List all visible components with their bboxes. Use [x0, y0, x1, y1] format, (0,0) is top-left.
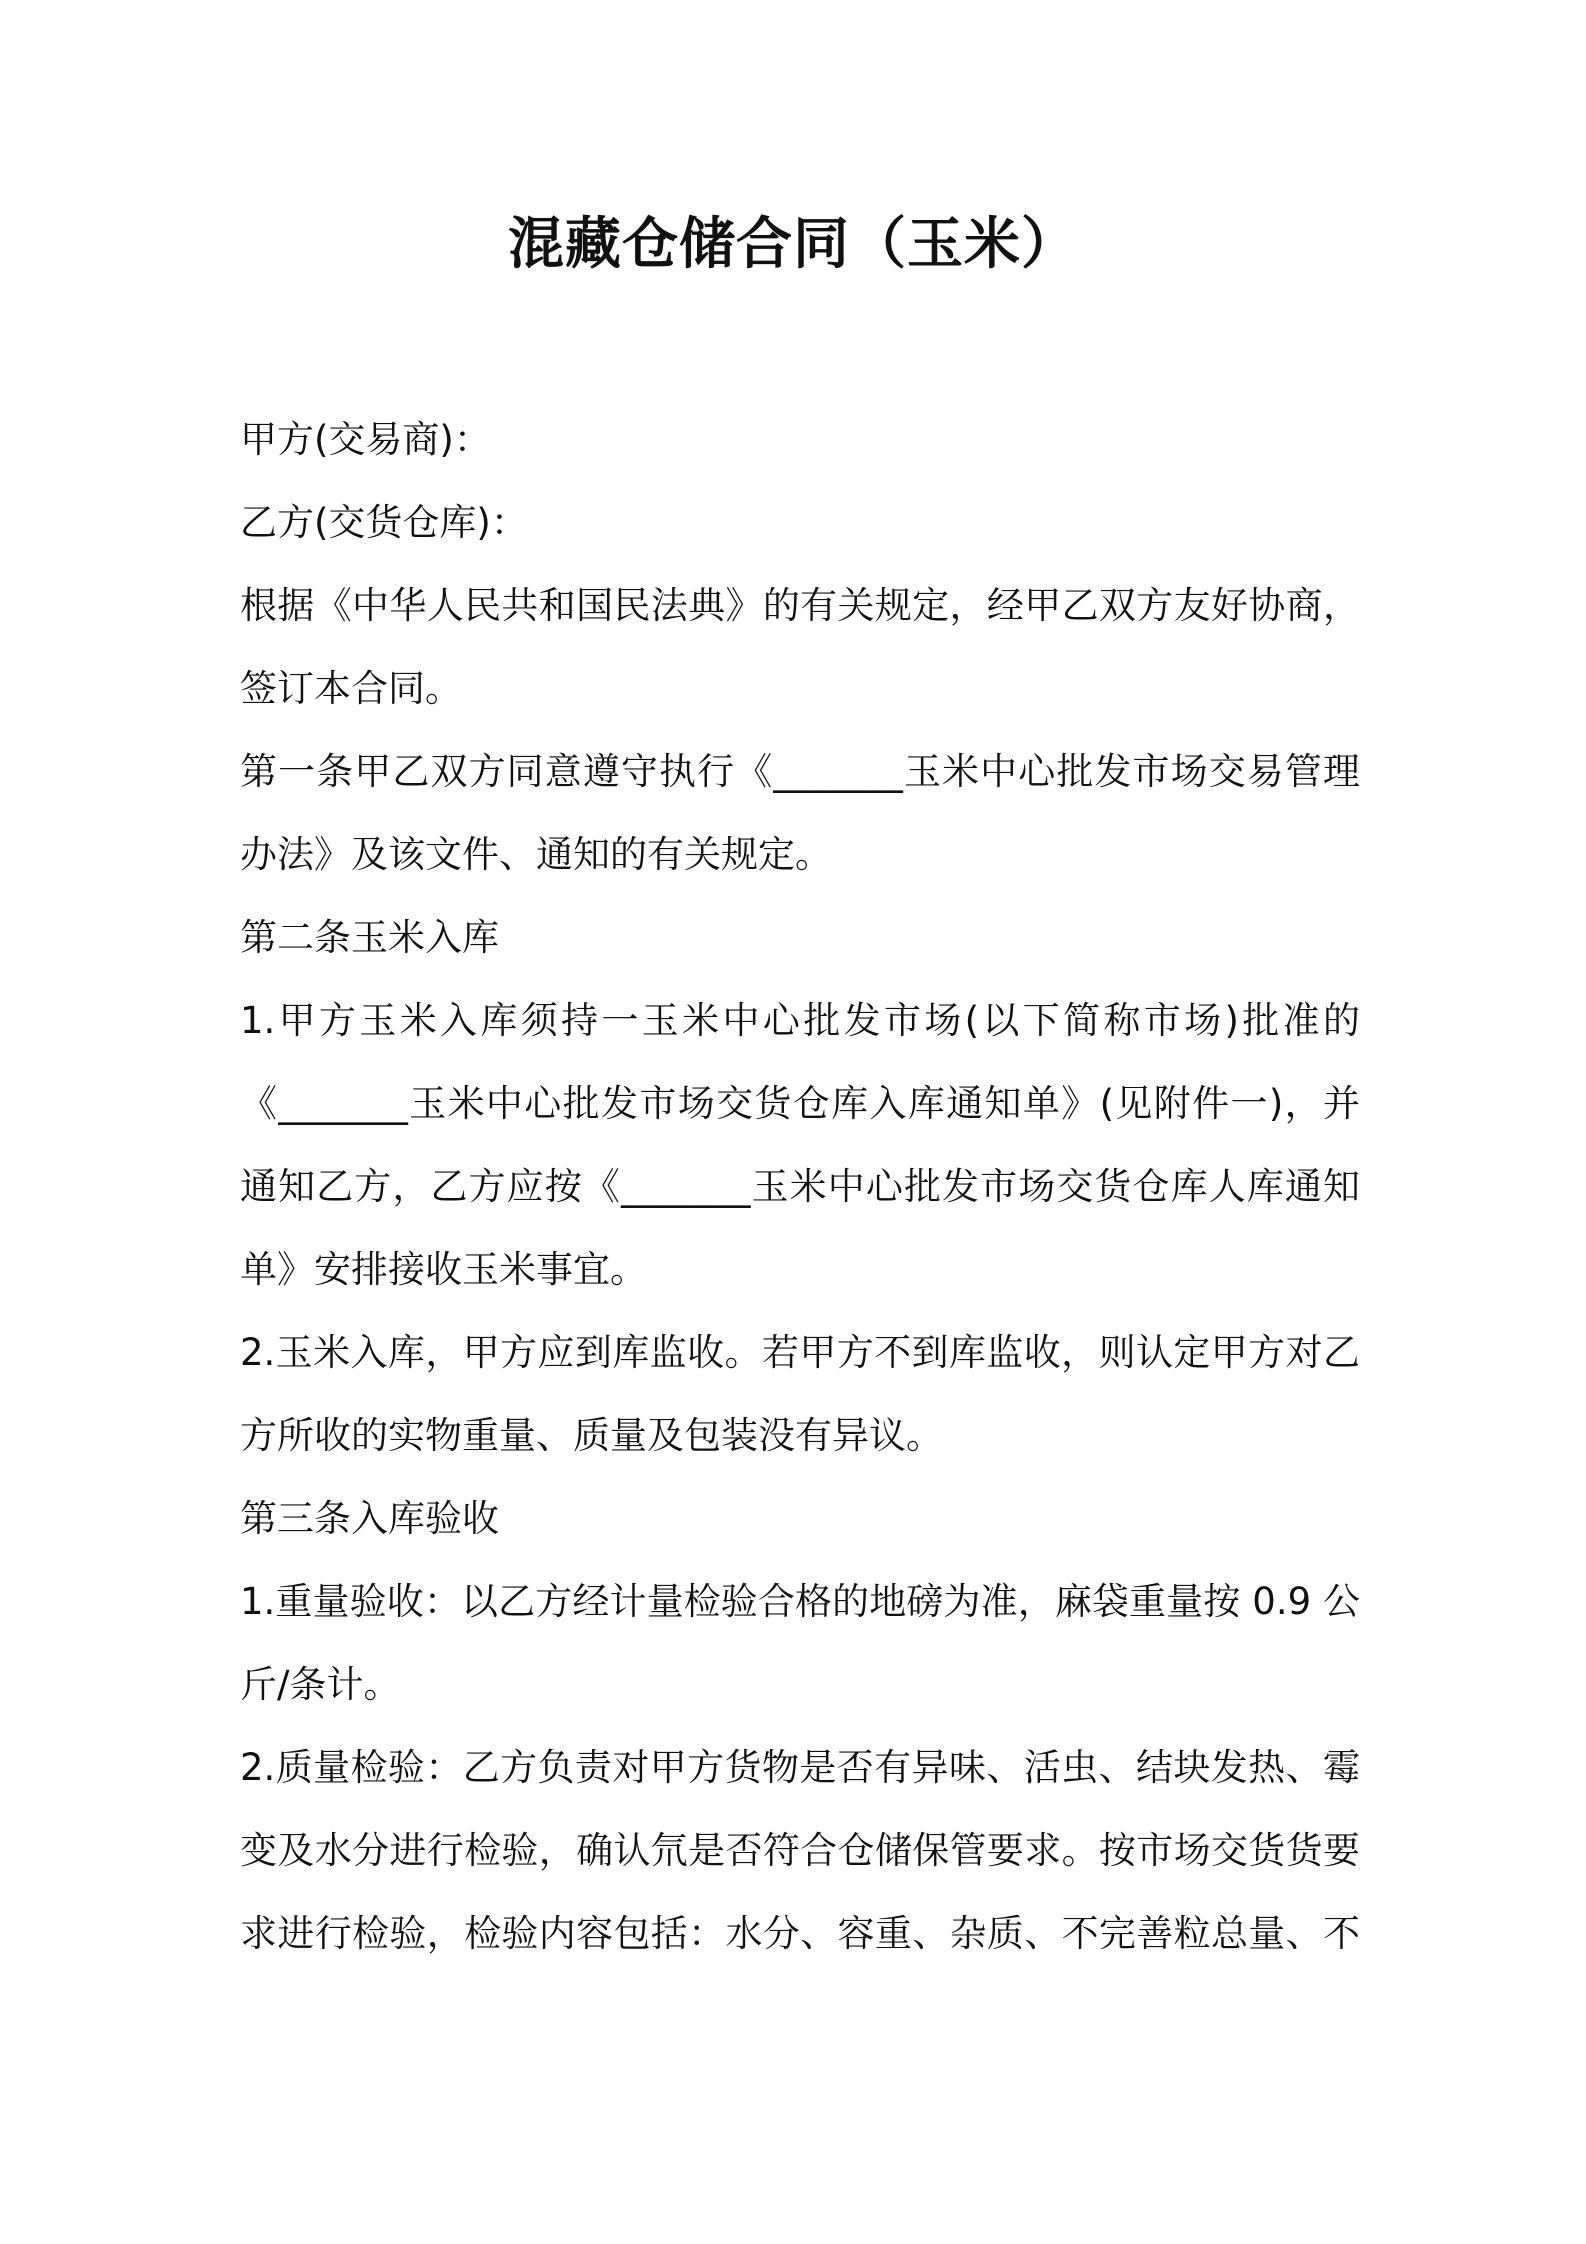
text-line: 《_______玉米中心批发市场交货仓库入库通知单》(见附件一)，并 — [240, 1082, 1360, 1125]
text-line: 乙方(交货仓库)： — [240, 501, 528, 544]
text-line: 2.质量检验：乙方负责对甲方货物是否有异味、活虫、结块发热、霉 — [240, 1746, 1360, 1789]
text-line: 甲方(交易商)： — [240, 418, 491, 461]
document-body — [240, 398, 1360, 1975]
text-line: 2.玉米入库，甲方应到库监收。若甲方不到库监收，则认定甲方对乙 — [240, 1331, 1360, 1374]
document-title: 混藏仓储合同（玉米） — [508, 212, 1078, 277]
text-line: 第一条甲乙双方同意遵守执行《_______玉米中心批发市场交易管理 — [240, 750, 1360, 793]
text-line: 1.甲方玉米入库须持一玉米中心批发市场(以下简称市场)批准的 — [240, 999, 1360, 1042]
text-line: 变及水分进行检验，确认氘是否符合仓储保管要求。按市场交货货要 — [240, 1829, 1360, 1872]
text-line: 方所收的实物重量、质量及包装没有异议。 — [240, 1414, 943, 1457]
text-line: 根据《中华人民共和国民法典》的有关规定，经甲乙双方友好协商， — [240, 584, 1360, 627]
text-line: 斤/条计。 — [240, 1663, 401, 1706]
text-line: 办法》及该文件、通知的有关规定。 — [240, 833, 832, 876]
text-line: 1.重量验收：以乙方经计量检验合格的地磅为准，麻袋重量按 0.9 公 — [240, 1580, 1360, 1623]
text-line: 签订本合同。 — [240, 667, 462, 710]
text-line: 求进行检验，检验内容包括：水分、容重、杂质、不完善粒总量、不 — [240, 1912, 1360, 1955]
text-line: 第二条玉米入库 — [240, 916, 499, 959]
text-line: 单》安排接收玉米事宜。 — [240, 1248, 647, 1291]
text-line: 通知乙方，乙方应按《_______玉米中心批发市场交货仓库人库通知 — [240, 1165, 1360, 1208]
text-line: 第三条入库验收 — [240, 1497, 499, 1540]
